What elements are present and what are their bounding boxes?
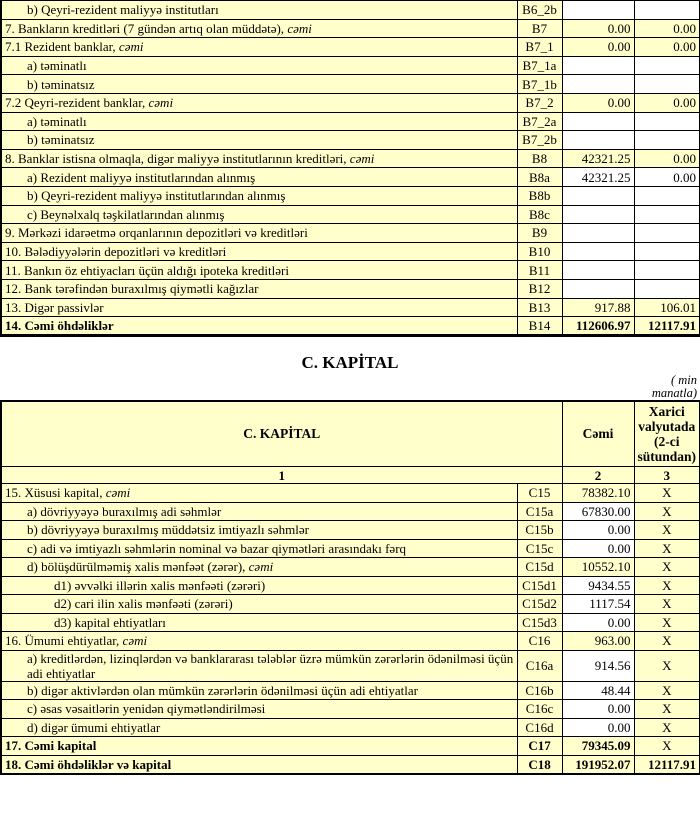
row-label bbox=[1, 521, 517, 540]
table-row bbox=[1, 484, 700, 503]
total-value-cell[interactable] bbox=[562, 186, 634, 205]
total-value-cell: 0.00 bbox=[562, 19, 634, 38]
total-value-cell[interactable]: 9434.55 bbox=[562, 576, 634, 595]
row-label bbox=[1, 502, 517, 521]
total-value-cell: 42321.25 bbox=[562, 149, 634, 168]
total-value-cell[interactable] bbox=[562, 131, 634, 150]
unit-note bbox=[0, 374, 700, 400]
row-code: C15d1 bbox=[517, 576, 562, 595]
foreign-currency-cell[interactable] bbox=[634, 131, 700, 150]
row-code: C15d bbox=[517, 558, 562, 577]
capital-header-total: Cəmi bbox=[562, 401, 634, 467]
table-row bbox=[1, 19, 700, 38]
row-label-text: c) əsas vəsaitlərin yenidən qiymətləndirilməsi bbox=[27, 701, 266, 717]
row-label bbox=[1, 75, 517, 94]
unit-note-line2: manatla) bbox=[651, 385, 697, 400]
row-label bbox=[1, 718, 517, 737]
row-label-text: a) dövriyyəyə buraxılmış adi səhmlər bbox=[27, 503, 222, 519]
row-code: B7_2a bbox=[517, 112, 562, 131]
row-label-text: b) dövriyyəyə buraxılmış müddətsiz imtiyazlı səhmlər bbox=[27, 522, 309, 538]
row-label bbox=[1, 539, 517, 558]
foreign-currency-cell[interactable] bbox=[634, 224, 700, 243]
row-label-text: b) təminatsız bbox=[27, 132, 95, 148]
table-row bbox=[1, 149, 700, 168]
row-label-text: 7. Bankların kreditləri (7 gündən artıq olan müddətə), bbox=[5, 20, 288, 36]
foreign-currency-cell: X bbox=[634, 681, 700, 700]
foreign-currency-cell: X bbox=[634, 737, 700, 756]
total-value-cell: 78382.10 bbox=[562, 484, 634, 503]
table-row bbox=[1, 56, 700, 75]
row-label bbox=[1, 186, 517, 205]
foreign-currency-cell: X bbox=[634, 576, 700, 595]
row-code: B6_2b bbox=[517, 1, 562, 20]
foreign-currency-cell: X bbox=[634, 595, 700, 614]
row-code: C16c bbox=[517, 700, 562, 719]
row-label-text: 11. Bankın öz ehtiyacları üçün aldığı ipoteka kreditləri bbox=[5, 262, 289, 278]
table-row bbox=[1, 75, 700, 94]
section-heading: C. KAPİTAL bbox=[301, 352, 399, 372]
table-row bbox=[1, 521, 700, 540]
row-label bbox=[1, 737, 517, 756]
row-label bbox=[1, 149, 517, 168]
row-label-text: 14. Cəmi öhdəliklər bbox=[5, 317, 114, 333]
table-row bbox=[1, 242, 700, 261]
row-label bbox=[1, 168, 517, 187]
row-code: C15b bbox=[517, 521, 562, 540]
row-label-text: 12. Bank tərəfindən buraxılmış qiymətli kağızlar bbox=[5, 281, 259, 297]
table-row bbox=[1, 261, 700, 280]
foreign-currency-cell[interactable] bbox=[634, 112, 700, 131]
column-number-row bbox=[1, 467, 700, 484]
total-value-cell: 963.00 bbox=[562, 632, 634, 651]
row-label bbox=[1, 224, 517, 243]
table-row bbox=[1, 279, 700, 298]
total-value-cell[interactable] bbox=[562, 1, 634, 20]
total-value-cell[interactable]: 48.44 bbox=[562, 681, 634, 700]
row-code: C15c bbox=[517, 539, 562, 558]
row-code: B8b bbox=[517, 186, 562, 205]
row-label bbox=[1, 595, 517, 614]
foreign-currency-cell: X bbox=[634, 700, 700, 719]
row-code: B8c bbox=[517, 205, 562, 224]
foreign-currency-cell[interactable] bbox=[634, 261, 700, 280]
row-label-italic-suffix: cəmi bbox=[122, 633, 148, 649]
row-code: B12 bbox=[517, 279, 562, 298]
row-label-italic-suffix: cəmi bbox=[349, 151, 375, 167]
row-label-italic-suffix: cəmi bbox=[248, 559, 274, 575]
row-code: B7_1 bbox=[517, 38, 562, 57]
row-label-text: 15. Xüsusi kapital, bbox=[5, 485, 106, 501]
row-label bbox=[1, 56, 517, 75]
row-code: C15 bbox=[517, 484, 562, 503]
table-row bbox=[1, 737, 700, 756]
capital-header-foreign: Xarici valyutada (2-ci sütundan) bbox=[634, 401, 700, 467]
row-label bbox=[1, 650, 517, 681]
foreign-currency-cell: X bbox=[634, 558, 700, 577]
foreign-currency-cell: 106.01 bbox=[634, 298, 700, 317]
row-code: C16 bbox=[517, 632, 562, 651]
row-label-text: 17. Cəmi kapital bbox=[5, 738, 97, 754]
row-label-text: 13. Digər passivlər bbox=[5, 299, 104, 315]
row-label-text: d) digər ümumi ehtiyatlar bbox=[27, 719, 161, 735]
table-row bbox=[1, 38, 700, 57]
row-label bbox=[1, 205, 517, 224]
row-label-text: 7.1 Rezident banklar, bbox=[5, 39, 119, 55]
table-row bbox=[1, 755, 700, 774]
table-row bbox=[1, 131, 700, 150]
row-label-italic-suffix: cəmi bbox=[287, 20, 312, 36]
foreign-currency-cell: 0.00 bbox=[634, 149, 700, 168]
foreign-currency-cell: X bbox=[634, 613, 700, 632]
row-label-text: 18. Cəmi öhdəliklər və kapital bbox=[5, 756, 172, 772]
row-label bbox=[1, 298, 517, 317]
row-code: C15a bbox=[517, 502, 562, 521]
row-label-text: d2) cari ilin xalis mənfəəti (zərəri) bbox=[54, 596, 233, 612]
row-label-text: a) Rezident maliyyə institutlarından alınmış bbox=[27, 169, 256, 185]
capital-table-header bbox=[1, 401, 700, 467]
row-label bbox=[1, 131, 517, 150]
total-value-cell[interactable] bbox=[562, 224, 634, 243]
foreign-currency-cell: X bbox=[634, 539, 700, 558]
foreign-currency-cell[interactable] bbox=[634, 75, 700, 94]
table-row bbox=[1, 718, 700, 737]
unit-note-line1: ( min bbox=[670, 372, 697, 387]
row-label-text: 16. Ümumi ehtiyatlar, bbox=[5, 633, 123, 649]
table-row bbox=[1, 298, 700, 317]
total-value-cell[interactable]: 0.00 bbox=[562, 521, 634, 540]
total-value-cell: 79345.09 bbox=[562, 737, 634, 756]
row-code: B11 bbox=[517, 261, 562, 280]
total-value-cell[interactable]: 67830.00 bbox=[562, 502, 634, 521]
row-code: C16b bbox=[517, 681, 562, 700]
foreign-currency-cell[interactable] bbox=[634, 186, 700, 205]
row-label bbox=[1, 681, 517, 700]
row-code: B14 bbox=[517, 317, 562, 336]
foreign-currency-cell: 12117.91 bbox=[634, 317, 700, 336]
table-row bbox=[1, 576, 700, 595]
row-label bbox=[1, 19, 517, 38]
row-code: B8 bbox=[517, 149, 562, 168]
row-label bbox=[1, 700, 517, 719]
total-value-cell: 112606.97 bbox=[562, 317, 634, 336]
row-label bbox=[1, 261, 517, 280]
table-row bbox=[1, 558, 700, 577]
total-value-cell: 191952.07 bbox=[562, 755, 634, 774]
row-label-text: 8. Banklar istisna olmaqla, digər maliyyə institutlarının kreditləri, bbox=[5, 151, 350, 167]
column-number-3: 3 bbox=[634, 467, 700, 484]
total-value-cell[interactable]: 914.56 bbox=[562, 650, 634, 681]
table-row bbox=[1, 700, 700, 719]
row-label-text: a) təminatlı bbox=[27, 58, 87, 74]
total-value-cell[interactable]: 1117.54 bbox=[562, 595, 634, 614]
foreign-currency-cell[interactable] bbox=[634, 1, 700, 20]
liabilities-table bbox=[0, 0, 700, 337]
foreign-currency-cell: 12117.91 bbox=[634, 755, 700, 774]
table-row bbox=[1, 502, 700, 521]
row-code: B13 bbox=[517, 298, 562, 317]
total-value-cell[interactable]: 0.00 bbox=[562, 718, 634, 737]
row-label-text: c) Beynəlxalq təşkilatlarından alınmış bbox=[27, 206, 225, 222]
row-label bbox=[1, 558, 517, 577]
foreign-currency-cell: X bbox=[634, 484, 700, 503]
foreign-currency-cell[interactable] bbox=[634, 279, 700, 298]
row-code: B9 bbox=[517, 224, 562, 243]
foreign-currency-cell: X bbox=[634, 502, 700, 521]
row-label bbox=[1, 755, 517, 774]
total-value-cell[interactable]: 0.00 bbox=[562, 700, 634, 719]
total-value-cell[interactable] bbox=[562, 205, 634, 224]
table-row bbox=[1, 632, 700, 651]
row-code: B10 bbox=[517, 242, 562, 261]
row-label bbox=[1, 93, 517, 112]
table-row bbox=[1, 1, 700, 20]
capital-header-title: C. KAPİTAL bbox=[1, 401, 562, 467]
row-label bbox=[1, 613, 517, 632]
row-label-italic-suffix: cəmi bbox=[105, 485, 131, 501]
row-code: C16a bbox=[517, 650, 562, 681]
row-code: B7_2 bbox=[517, 93, 562, 112]
table-row bbox=[1, 224, 700, 243]
table-row bbox=[1, 186, 700, 205]
total-value-cell[interactable] bbox=[562, 279, 634, 298]
row-code: B8a bbox=[517, 168, 562, 187]
foreign-currency-cell: X bbox=[634, 650, 700, 681]
row-label-text: b) Qeyri-rezident maliyyə institutları bbox=[27, 2, 219, 18]
row-code: C15d2 bbox=[517, 595, 562, 614]
total-value-cell[interactable] bbox=[562, 56, 634, 75]
total-value-cell[interactable]: 0.00 bbox=[562, 613, 634, 632]
row-label bbox=[1, 1, 517, 20]
total-value-cell: 0.00 bbox=[562, 38, 634, 57]
row-label bbox=[1, 317, 517, 336]
foreign-currency-cell: X bbox=[634, 718, 700, 737]
total-value-cell[interactable] bbox=[562, 75, 634, 94]
row-code: B7_1b bbox=[517, 75, 562, 94]
foreign-currency-cell[interactable] bbox=[634, 242, 700, 261]
total-value-cell[interactable] bbox=[562, 112, 634, 131]
foreign-currency-cell[interactable] bbox=[634, 56, 700, 75]
row-label-text: d) bölüşdürülməmiş xalis mənfəət (zərər), bbox=[27, 559, 249, 575]
table-row bbox=[1, 112, 700, 131]
row-label-text: b) digər aktivlərdən olan mümkün zərərlərin ödənilməsi üçün adi ehtiyatlar bbox=[27, 682, 418, 698]
table-row bbox=[1, 650, 700, 681]
row-label bbox=[1, 38, 517, 57]
foreign-currency-cell[interactable] bbox=[634, 205, 700, 224]
total-value-cell[interactable]: 0.00 bbox=[562, 539, 634, 558]
column-number-1: 1 bbox=[1, 467, 562, 484]
row-code: B7_2b bbox=[517, 131, 562, 150]
foreign-currency-cell: 0.00 bbox=[634, 38, 700, 57]
row-label bbox=[1, 242, 517, 261]
foreign-currency-cell: X bbox=[634, 521, 700, 540]
row-label-text: a) kreditlərdən, lizinqlərdən və banklararası tələblər üzrə mümkün zərərlərin ödənilməsi üçün adi ehtiyatlar bbox=[27, 650, 514, 681]
column-number-2: 2 bbox=[562, 467, 634, 484]
row-label bbox=[1, 576, 517, 595]
table-row bbox=[1, 539, 700, 558]
foreign-currency-cell: 0.00 bbox=[634, 19, 700, 38]
total-value-cell: 917.88 bbox=[562, 298, 634, 317]
row-label bbox=[1, 632, 517, 651]
table-row bbox=[1, 205, 700, 224]
row-label-text: a) təminatlı bbox=[27, 113, 87, 129]
row-label-text: 10. Bələdiyyələrin depozitləri və kreditləri bbox=[5, 244, 227, 260]
row-label-text: 9. Mərkəzi idarəetmə orqanlarının depozitləri və kreditləri bbox=[5, 225, 308, 241]
row-code: C15d3 bbox=[517, 613, 562, 632]
row-code: C16d bbox=[517, 718, 562, 737]
table-row bbox=[1, 93, 700, 112]
table-row bbox=[1, 168, 700, 187]
total-value-cell[interactable] bbox=[562, 242, 634, 261]
row-label-text: b) Qeyri-rezident maliyyə institutlarından alınmış bbox=[27, 188, 286, 204]
total-value-cell: 0.00 bbox=[562, 93, 634, 112]
row-label-text: d3) kapital ehtiyatları bbox=[54, 614, 166, 630]
capital-table bbox=[0, 400, 700, 775]
table-row bbox=[1, 317, 700, 336]
row-label-italic-suffix: cəmi bbox=[148, 95, 174, 111]
row-label bbox=[1, 484, 517, 503]
row-code: C18 bbox=[517, 755, 562, 774]
row-label-italic-suffix: cəmi bbox=[118, 39, 144, 55]
row-label-text: b) təminatsız bbox=[27, 76, 95, 92]
total-value-cell: 10552.10 bbox=[562, 558, 634, 577]
row-label-text: c) adi və imtiyazlı səhmlərin nominal və bazar qiymətləri arasındakı fərq bbox=[27, 540, 407, 556]
foreign-currency-cell: 0.00 bbox=[634, 93, 700, 112]
row-code: B7_1a bbox=[517, 56, 562, 75]
foreign-currency-cell[interactable]: 0.00 bbox=[634, 168, 700, 187]
foreign-currency-cell: X bbox=[634, 632, 700, 651]
row-code: C17 bbox=[517, 737, 562, 756]
total-value-cell[interactable] bbox=[562, 261, 634, 280]
total-value-cell[interactable]: 42321.25 bbox=[562, 168, 634, 187]
table-row bbox=[1, 595, 700, 614]
row-label-text: 7.2 Qeyri-rezident banklar, bbox=[5, 95, 149, 111]
row-label-text: d1) əvvəlki illərin xalis mənfəəti (zərəri) bbox=[54, 577, 266, 593]
table-row bbox=[1, 613, 700, 632]
row-label bbox=[1, 112, 517, 131]
row-code: B7 bbox=[517, 19, 562, 38]
table-row bbox=[1, 681, 700, 700]
row-label bbox=[1, 279, 517, 298]
